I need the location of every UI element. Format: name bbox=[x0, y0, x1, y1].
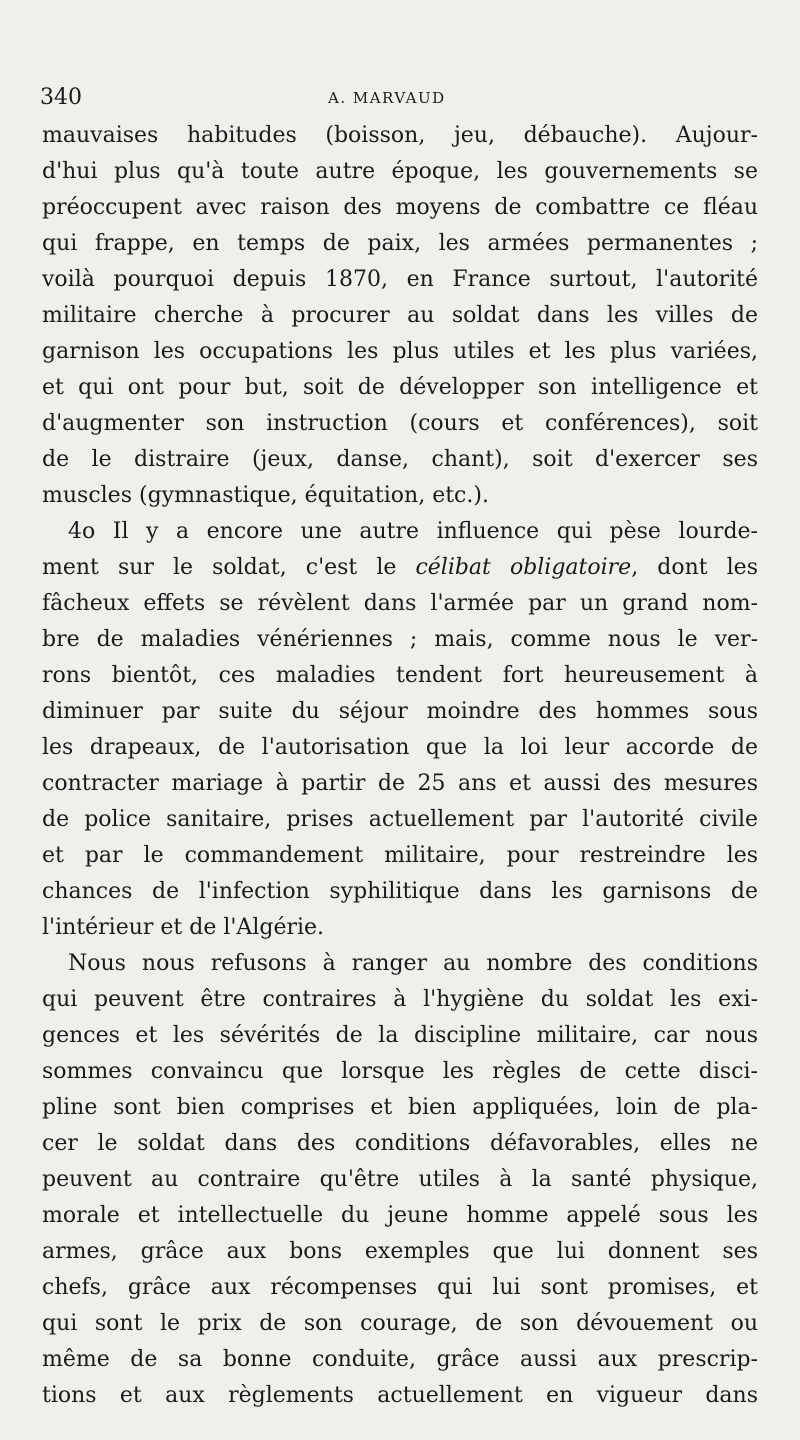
text-line: de police sanitaire, prises actuellement par l'autorité civile bbox=[42, 807, 758, 832]
text-line: de le distraire (jeux, danse, chant), soit d'exercer ses bbox=[42, 447, 758, 472]
text-line: et qui ont pour but, soit de développer son intelligence et bbox=[42, 375, 758, 400]
text-line-with-italic bbox=[42, 550, 758, 586]
paragraph-end-line: l'intérieur et de l'Algérie. bbox=[42, 915, 325, 940]
text-line: même de sa bonne conduite, grâce aussi aux prescrip- bbox=[42, 1347, 758, 1372]
text-line: voilà pourquoi depuis 1870, en France surtout, l'autorité bbox=[42, 267, 758, 292]
paragraph-end-line: muscles (gymnastique, équitation, etc.). bbox=[42, 483, 489, 508]
text-line: cer le soldat dans des conditions défavorables, elles ne bbox=[42, 1131, 758, 1156]
text-line: préoccupent avec raison des moyens de combattre ce fléau bbox=[42, 195, 758, 220]
page-number: 340 bbox=[40, 85, 82, 110]
text-line: garnison les occupations les plus utiles et les plus variées, bbox=[42, 339, 758, 364]
text-line: d'augmenter son instruction (cours et conférences), soit bbox=[42, 411, 758, 436]
text-line: chefs, grâce aux récompenses qui lui sont promises, et bbox=[42, 1275, 758, 1300]
text-line: armes, grâce aux bons exemples que lui donnent ses bbox=[42, 1239, 758, 1264]
text-line: gences et les sévérités de la discipline militaire, car nous bbox=[42, 1023, 758, 1048]
text-line: bre de maladies vénériennes ; mais, comme nous le ver- bbox=[42, 627, 758, 652]
text-segment: ment sur le soldat, c'est le bbox=[42, 555, 416, 580]
paragraph-start-line: Nous nous refusons à ranger au nombre des conditions bbox=[68, 951, 758, 976]
text-line: les drapeaux, de l'autorisation que la loi leur accorde de bbox=[42, 735, 758, 760]
text-line: qui peuvent être contraires à l'hygiène du soldat les exi- bbox=[42, 987, 758, 1012]
text-line: rons bientôt, ces maladies tendent fort heureusement à bbox=[42, 663, 758, 688]
page-header bbox=[40, 82, 760, 114]
text-line: pline sont bien comprises et bien appliquées, loin de pla- bbox=[42, 1095, 758, 1120]
text-segment: , dont les bbox=[631, 555, 758, 580]
text-line: fâcheux effets se révèlent dans l'armée par un grand nom- bbox=[42, 591, 758, 616]
text-line: qui sont le prix de son courage, de son dévouement ou bbox=[42, 1311, 758, 1336]
text-line: militaire cherche à procurer au soldat dans les villes de bbox=[42, 303, 758, 328]
text-line: morale et intellectuelle du jeune homme appelé sous les bbox=[42, 1203, 758, 1228]
text-line: contracter mariage à partir de 25 ans et aussi des mesures bbox=[42, 771, 758, 796]
running-head: A. MARVAUD bbox=[328, 89, 446, 107]
text-line: tions et aux règlements actuellement en vigueur dans bbox=[42, 1383, 758, 1408]
text-line: sommes convaincu que lorsque les règles de cette disci- bbox=[42, 1059, 758, 1084]
text-line: et par le commandement militaire, pour restreindre les bbox=[42, 843, 758, 868]
text-line: peuvent au contraire qu'être utiles à la santé physique, bbox=[42, 1167, 758, 1192]
text-line: diminuer par suite du séjour moindre des hommes sous bbox=[42, 699, 758, 724]
text-line: d'hui plus qu'à toute autre époque, les gouvernements se bbox=[42, 159, 758, 184]
italic-term: célibat obligatoire bbox=[415, 555, 632, 580]
body-text bbox=[42, 118, 758, 1414]
paragraph-start-line: 4o Il y a encore une autre influence qui pèse lourde- bbox=[68, 519, 758, 544]
text-line: chances de l'infection syphilitique dans les garnisons de bbox=[42, 879, 758, 904]
text-line: qui frappe, en temps de paix, les armées permanentes ; bbox=[42, 231, 758, 256]
text-line: mauvaises habitudes (boisson, jeu, débauche). Aujour- bbox=[42, 123, 758, 148]
